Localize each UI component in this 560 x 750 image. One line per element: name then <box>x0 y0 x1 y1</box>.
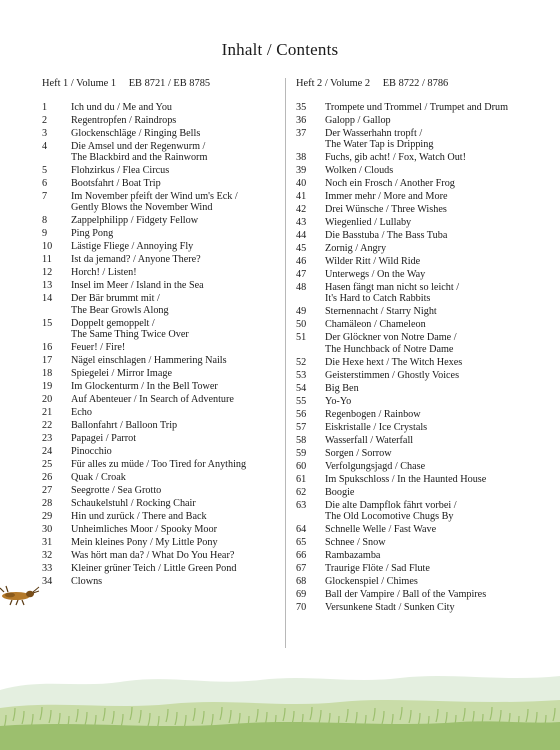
entry-title: Glockenschläge / Ringing Bells <box>71 128 201 139</box>
toc-entry <box>296 165 536 176</box>
toc-entry <box>42 394 272 405</box>
entry-number: 44 <box>296 230 307 242</box>
toc-entry <box>296 306 536 317</box>
entry-title: Der Bär brummt mit / The Bear Growls Along <box>71 293 169 316</box>
entry-title: Glockenspiel / Chimes <box>325 575 418 587</box>
toc-entry <box>296 191 536 202</box>
entry-number: 69 <box>296 588 307 600</box>
entry-number: 16 <box>42 341 53 353</box>
entry-title: Rambazamba <box>325 549 381 561</box>
toc-entry <box>296 563 536 574</box>
toc-entry <box>42 342 272 353</box>
entry-number: 40 <box>296 178 307 190</box>
volume-1-header <box>42 76 272 92</box>
entry-title: Spiegelei / Mirror Image <box>71 367 172 379</box>
toc-entry <box>296 448 536 459</box>
entry-title: Die Basstuba / The Bass Tuba <box>325 230 448 242</box>
entry-number: 1 <box>42 102 48 113</box>
entry-title: Kleiner grüner Teich / Little Green Pond <box>71 562 237 574</box>
entry-number: 57 <box>296 421 307 433</box>
entry-number: 55 <box>296 395 307 407</box>
entry-number: 70 <box>296 601 307 613</box>
entry-title: Für alles zu müde / Too Tired for Anything <box>71 458 247 470</box>
entry-title: Versunkene Stadt / Sunken City <box>325 601 455 613</box>
entry-title: Horch! / Listen! <box>71 267 137 279</box>
entry-title: Wilder Ritt / Wild Ride <box>325 256 421 268</box>
volume-2-column <box>296 76 536 615</box>
entry-number: 20 <box>42 393 53 405</box>
entry-number: 19 <box>42 380 53 392</box>
toc-entry <box>296 152 536 163</box>
entry-number: 27 <box>42 484 53 496</box>
toc-entry <box>42 228 272 239</box>
toc-entry <box>42 280 272 291</box>
entry-number: 53 <box>296 369 307 381</box>
entry-number: 26 <box>42 471 53 483</box>
entry-number: 39 <box>296 165 307 177</box>
toc-entry <box>296 524 536 535</box>
entry-title: Unheimliches Moor / Spooky Moor <box>71 523 218 535</box>
entry-title: Feuer! / Fire! <box>71 341 126 353</box>
entry-title: Zornig / Angry <box>325 243 387 255</box>
toc-entry <box>42 511 272 522</box>
toc-entry <box>296 550 536 561</box>
entry-number: 28 <box>42 497 53 509</box>
entry-title: Regentropfen / Raindrops <box>71 115 177 126</box>
entry-title: Immer mehr / More and More <box>325 191 448 203</box>
insect-illustration <box>0 584 40 606</box>
toc-entry <box>42 446 272 457</box>
toc-entry <box>42 191 272 213</box>
entry-number: 64 <box>296 523 307 535</box>
entry-number: 25 <box>42 458 53 470</box>
entry-title: Bootsfahrt / Boat Trip <box>71 178 161 190</box>
entry-title: Galopp / Gallop <box>325 115 391 126</box>
entry-title: Schaukelstuhl / Rocking Chair <box>71 497 196 509</box>
entry-title: Wiegenlied / Lullaby <box>325 217 412 229</box>
entry-number: 10 <box>42 241 53 253</box>
entry-number: 48 <box>296 282 307 294</box>
entry-number: 17 <box>42 354 53 366</box>
entry-title: Boogie <box>325 486 355 498</box>
toc-entry <box>296 602 536 613</box>
toc-entry <box>42 407 272 418</box>
entry-number: 60 <box>296 460 307 472</box>
entry-title: Eiskristalle / Ice Crystals <box>325 421 428 433</box>
entry-number: 34 <box>42 575 53 587</box>
toc-entry <box>296 487 536 498</box>
entry-title: Seegrotte / Sea Grotto <box>71 484 162 496</box>
toc-entry <box>296 500 536 522</box>
entry-number: 24 <box>42 445 53 457</box>
entry-number: 68 <box>296 575 307 587</box>
page-title: Inhalt / Contents <box>221 40 339 59</box>
entry-title: Chamäleon / Chameleon <box>325 319 426 331</box>
toc-entry <box>296 128 536 150</box>
landscape-illustration <box>0 660 560 750</box>
entry-number: 67 <box>296 562 307 574</box>
entry-title: Verfolgungsjagd / Chase <box>325 460 426 472</box>
toc-entry <box>42 368 272 379</box>
entry-number: 59 <box>296 447 307 459</box>
entry-title: Traurige Flöte / Sad Flute <box>325 562 430 574</box>
entry-title: Clowns <box>71 575 103 587</box>
entry-title: Trompete und Trommel / Trumpet and Drum <box>325 102 509 113</box>
toc-entry <box>296 256 536 267</box>
volume-1-column <box>42 76 272 589</box>
toc-entry <box>42 165 272 176</box>
toc-entry <box>42 433 272 444</box>
entry-number: 14 <box>42 293 53 305</box>
toc-entry <box>296 269 536 280</box>
entry-title: Auf Abenteuer / In Search of Adventure <box>71 393 234 405</box>
entry-number: 47 <box>296 269 307 281</box>
entry-number: 15 <box>42 317 53 329</box>
entry-title: Flohzirkus / Flea Circus <box>71 165 170 177</box>
toc-entry <box>296 396 536 407</box>
entry-title: Schnee / Snow <box>325 536 386 548</box>
entry-number: 38 <box>296 152 307 164</box>
entry-title: Papagei / Parrot <box>71 432 137 444</box>
entry-number: 22 <box>42 419 53 431</box>
entry-number: 49 <box>296 306 307 318</box>
entry-title: Wasserfall / Waterfall <box>325 434 414 446</box>
entry-number: 35 <box>296 102 307 113</box>
entry-title: Ich und du / Me and You <box>71 102 173 113</box>
entry-number: 9 <box>42 228 48 240</box>
toc-entry <box>42 524 272 535</box>
toc-entry <box>296 230 536 241</box>
toc-entry <box>296 282 536 304</box>
toc-entry <box>42 355 272 366</box>
entry-title: Quak / Croak <box>71 471 126 483</box>
entry-number: 21 <box>42 406 53 418</box>
toc-entry <box>42 215 272 226</box>
entry-title: Sternennacht / Starry Night <box>325 306 437 318</box>
entry-title: Sorgen / Sorrow <box>325 447 392 459</box>
toc-entry <box>296 461 536 472</box>
entry-number: 43 <box>296 217 307 229</box>
entry-number: 18 <box>42 367 53 379</box>
entry-number: 61 <box>296 473 307 485</box>
entry-title: Im Glockenturm / In the Bell Tower <box>71 380 218 392</box>
entry-title: Yo-Yo <box>325 395 352 407</box>
entry-title: Regenbogen / Rainbow <box>325 408 421 420</box>
entry-title: Lästige Fliege / Annoying Fly <box>71 241 194 253</box>
toc-entry <box>296 217 536 228</box>
entry-number: 65 <box>296 536 307 548</box>
toc-entry <box>42 267 272 278</box>
entry-title: Drei Wünsche / Three Wishes <box>325 204 447 216</box>
volume-2-list <box>296 102 536 613</box>
toc-entry <box>42 537 272 548</box>
entry-title: Wolken / Clouds <box>325 165 394 177</box>
entry-title: Hin und zurück / There and Back <box>71 510 207 522</box>
entry-number: 52 <box>296 356 307 368</box>
volume-2-editions: EB 8722 / 8786 <box>382 78 449 89</box>
entry-number: 58 <box>296 434 307 446</box>
toc-entry <box>296 435 536 446</box>
toc-entry <box>296 102 536 113</box>
toc-entry <box>42 420 272 431</box>
entry-number: 7 <box>42 191 48 203</box>
entry-title: Der Wasserhahn tropft / The Water Tap is Dripping <box>325 128 434 151</box>
toc-entry <box>42 498 272 509</box>
entry-number: 4 <box>42 141 48 152</box>
entry-number: 33 <box>42 562 53 574</box>
toc-entry <box>296 243 536 254</box>
entry-number: 37 <box>296 128 307 139</box>
entry-number: 13 <box>42 280 53 292</box>
entry-number: 46 <box>296 256 307 268</box>
toc-entry <box>296 383 536 394</box>
toc-entry <box>296 357 536 368</box>
toc-entry <box>42 115 272 126</box>
toc-entry <box>42 459 272 470</box>
toc-entry <box>42 128 272 139</box>
entry-number: 42 <box>296 204 307 216</box>
entry-title: Im November pfeift der Wind um's Eck / Gently Blows the November Wind <box>71 191 238 214</box>
entry-title: Noch ein Frosch / Another Frog <box>325 178 455 190</box>
entry-title: Schnelle Welle / Fast Wave <box>325 523 437 535</box>
entry-number: 29 <box>42 510 53 522</box>
toc-entry <box>296 332 536 354</box>
entry-title: Insel im Meer / Island in the Sea <box>71 280 204 292</box>
toc-entry <box>296 537 536 548</box>
entry-number: 54 <box>296 382 307 394</box>
entry-title: Unterwegs / On the Way <box>325 269 426 281</box>
toc-entry <box>296 178 536 189</box>
toc-entry <box>296 409 536 420</box>
toc-entry <box>42 318 272 340</box>
entry-number: 23 <box>42 432 53 444</box>
entry-number: 2 <box>42 115 48 126</box>
toc-entry <box>42 141 272 163</box>
entry-title: Die Amsel und der Regenwurm / The Blackbird and the Rainworm <box>71 141 208 164</box>
toc-entry <box>42 576 272 587</box>
entry-title: Zappelphilipp / Fidgety Fellow <box>71 215 199 227</box>
entry-title: Geisterstimmen / Ghostly Voices <box>325 369 460 381</box>
entry-title: Ist da jemand? / Anyone There? <box>71 254 201 266</box>
entry-title: Doppelt gemoppelt / The Same Thing Twice Over <box>71 317 189 340</box>
toc-entry <box>42 381 272 392</box>
entry-number: 31 <box>42 536 53 548</box>
entry-number: 11 <box>42 254 52 266</box>
entry-title: Ping Pong <box>71 228 114 240</box>
volume-2-label: Heft 2 / Volume 2 <box>296 78 371 89</box>
toc-entry <box>42 254 272 265</box>
toc-entry <box>296 576 536 587</box>
volume-1-editions: EB 8721 / EB 8785 <box>128 78 211 89</box>
toc-entry <box>42 485 272 496</box>
entry-title: Mein kleines Pony / My Little Pony <box>71 536 218 548</box>
toc-entry <box>42 550 272 561</box>
volume-1-label: Heft 1 / Volume 1 <box>42 78 117 89</box>
entry-number: 36 <box>296 115 307 126</box>
volume-2-header <box>296 76 536 92</box>
entry-number: 51 <box>296 332 307 344</box>
entry-number: 3 <box>42 128 48 139</box>
entry-title: Hasen fängt man nicht so leicht / It's Hard to Catch Rabbits <box>325 282 460 305</box>
entry-number: 66 <box>296 549 307 561</box>
entry-title: Was hört man da? / What Do You Hear? <box>71 549 235 561</box>
toc-entry <box>296 422 536 433</box>
toc-entry <box>296 115 536 126</box>
entry-title: Big Ben <box>325 382 359 394</box>
entry-number: 45 <box>296 243 307 255</box>
entry-number: 63 <box>296 499 307 511</box>
entry-number: 56 <box>296 408 307 420</box>
entry-title: Ballonfahrt / Balloon Trip <box>71 419 178 431</box>
toc-entry <box>42 102 272 113</box>
entry-title: Ball der Vampire / Ball of the Vampires <box>325 588 487 600</box>
entry-number: 5 <box>42 165 48 177</box>
toc-entry <box>296 370 536 381</box>
entry-title: Pinocchio <box>71 445 112 457</box>
volume-1-list <box>42 102 272 587</box>
entry-title: Die alte Dampflok fährt vorbei / The Old Locomotive Chugs By <box>325 499 457 522</box>
entry-title: Die Hexe hext / The Witch Hexes <box>325 356 463 368</box>
toc-entry <box>296 474 536 485</box>
entry-number: 6 <box>42 178 48 190</box>
entry-title: Der Glöckner von Notre Dame / The Hunchback of Notre Dame <box>325 332 457 355</box>
entry-number: 41 <box>296 191 307 203</box>
entry-title: Fuchs, gib acht! / Fox, Watch Out! <box>325 152 467 164</box>
entry-title: Im Spukschloss / In the Haunted House <box>325 473 487 485</box>
toc-entry <box>296 589 536 600</box>
entry-number: 12 <box>42 267 53 279</box>
column-divider <box>285 78 286 648</box>
toc-entry <box>42 293 272 315</box>
entry-number: 8 <box>42 215 48 227</box>
toc-entry <box>296 319 536 330</box>
toc-entry <box>42 472 272 483</box>
toc-entry <box>296 204 536 215</box>
entry-number: 62 <box>296 486 307 498</box>
entry-title: Echo <box>71 406 92 418</box>
entry-number: 32 <box>42 549 53 561</box>
entry-title: Nägel einschlagen / Hammering Nails <box>71 354 227 366</box>
toc-entry <box>42 563 272 574</box>
entry-number: 50 <box>296 319 307 331</box>
toc-entry <box>42 241 272 252</box>
entry-number: 30 <box>42 523 53 535</box>
toc-entry <box>42 178 272 189</box>
